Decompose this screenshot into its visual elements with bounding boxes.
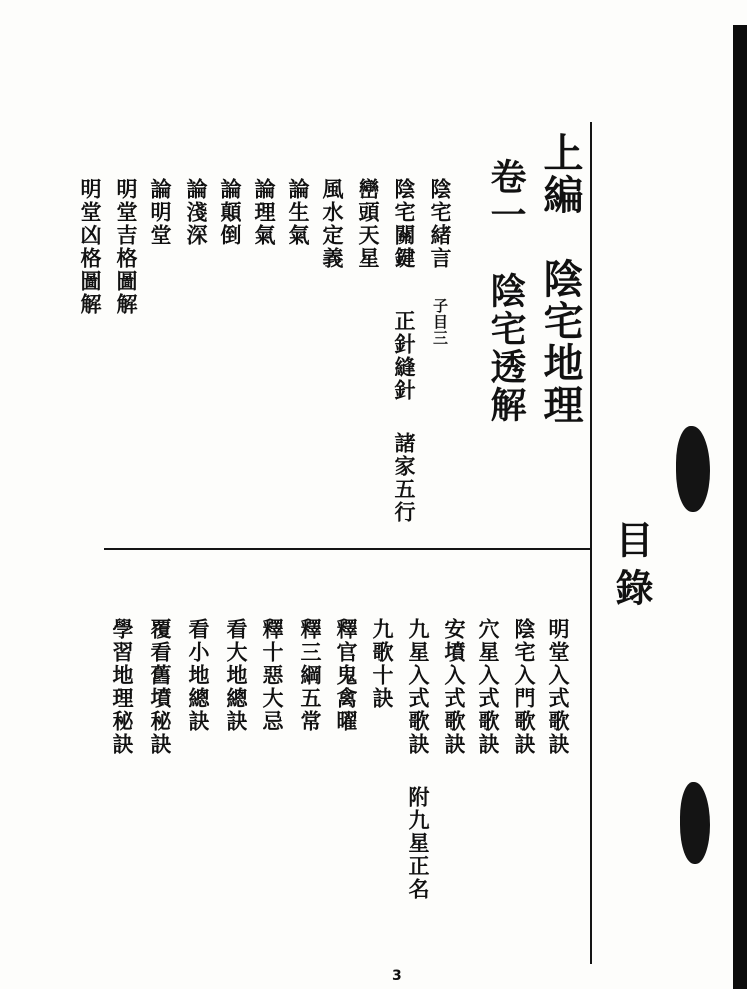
toc-item: 陰宅緒言	[428, 178, 453, 270]
binding-hole-bottom	[680, 782, 710, 864]
binding-hole-top	[676, 426, 710, 512]
toc-note: 正針縫針	[392, 310, 417, 402]
toc-item: 明堂凶格圖解	[78, 178, 103, 316]
toc-item: 陰宅關鍵	[392, 178, 417, 270]
volume-title: 卷一 陰宅透解	[485, 158, 527, 424]
toc-item: 論明堂	[148, 178, 173, 247]
toc-sub-note: 子目三	[431, 298, 449, 346]
toc-item: 釋官鬼禽曜	[334, 618, 359, 733]
page-number: 3	[392, 968, 402, 984]
toc-item: 看小地總訣	[186, 618, 211, 733]
toc-item: 覆看舊墳秘訣	[148, 618, 173, 756]
scan-edge	[733, 25, 747, 989]
toc-item: 看大地總訣	[224, 618, 249, 733]
page-title: 目錄	[609, 520, 654, 616]
toc-item: 穴星入式歌訣	[476, 618, 501, 756]
toc-item: 釋十惡大忌	[260, 618, 285, 733]
toc-item: 巒頭天星	[356, 178, 381, 270]
toc-item: 論淺深	[184, 178, 209, 247]
toc-item: 風水定義	[320, 178, 345, 270]
toc-item: 九星入式歌訣	[406, 618, 431, 756]
toc-note: 諸家五行	[392, 432, 417, 524]
toc-item: 論生氣	[286, 178, 311, 247]
toc-item: 明堂入式歌訣	[546, 618, 571, 756]
toc-note: 附九星正名	[406, 786, 431, 901]
toc-item: 明堂吉格圖解	[114, 178, 139, 316]
part-title: 上編 陰宅地理	[537, 132, 584, 426]
toc-item: 陰宅入門歌訣	[512, 618, 537, 756]
vertical-rule	[590, 122, 592, 964]
toc-item: 釋三綱五常	[298, 618, 323, 733]
toc-item: 論理氣	[252, 178, 277, 247]
toc-item: 九歌十訣	[370, 618, 395, 710]
toc-item: 安墳入式歌訣	[442, 618, 467, 756]
toc-item: 論顛倒	[218, 178, 243, 247]
horizontal-rule	[104, 548, 591, 550]
toc-item: 學習地理秘訣	[110, 618, 135, 756]
